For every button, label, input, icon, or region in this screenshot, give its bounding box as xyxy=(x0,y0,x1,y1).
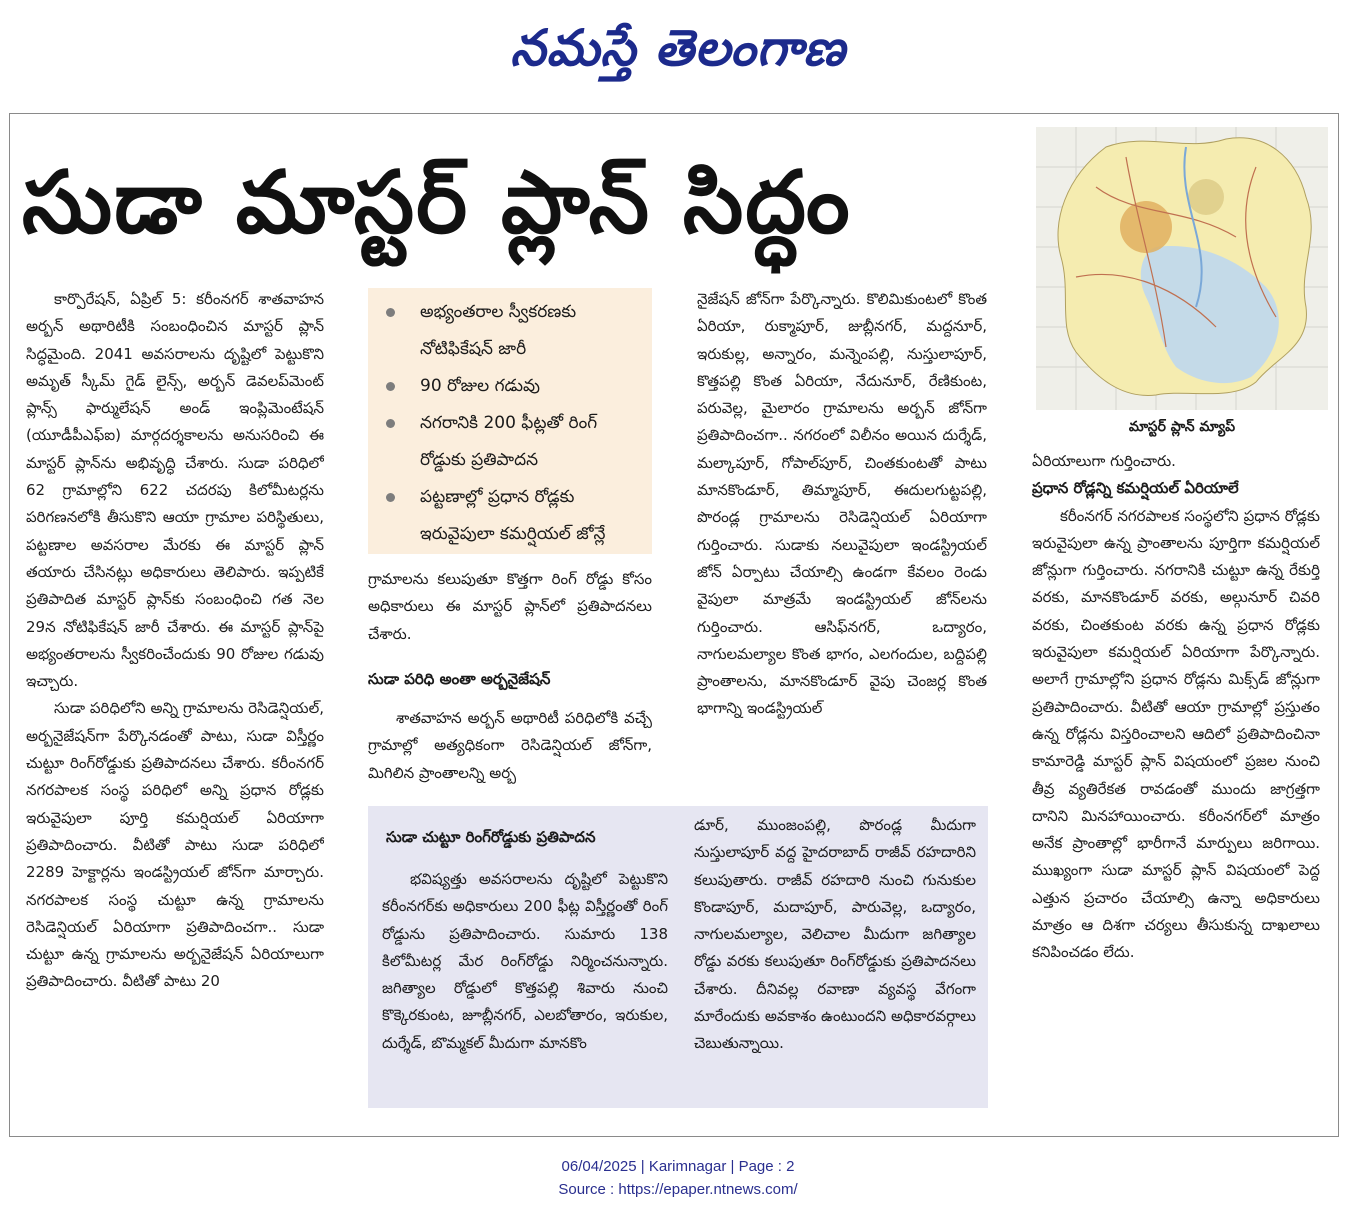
paragraph: శాతవాహన అర్బన్ అథారిటీ పరిధిలోకి వచ్చే గ్రామాల్లో అత్యధికంగా రెసిడెన్షియల్ జోన్‌గా, మిగిలిన ప్రాంతాలన్ని అర్బ xyxy=(368,709,652,782)
newspaper-masthead: నమస్తే తెలంగాణ xyxy=(510,18,846,77)
article-column-1 xyxy=(26,286,324,1121)
article-column-4 xyxy=(1032,448,1320,1128)
bullet-icon xyxy=(386,382,395,391)
paragraph: సుడా పరిధిలోని అన్ని గ్రామాలను రెసిడెన్షియల్, అర్బనైజేషన్‌గా పేర్కొనడంతో పాటు, సుడా విస్తీర్ణం చుట్టూ రింగ్‌రోడ్డుకు ప్రతిపాదనలు చేశారు. కరీంనగర్ నగరపాలక సంస్థ పరిధిలో అన్ని ప్రధాన రోడ్లకు ఇరువైపులా పూర్తి కమర్షియల్ ఏరియాగా ప్రతిపాదించారు. వీటితో పాటు సుడా పరిధిలో 2289 హెక్టార్లను ఇండస్ట్రియల్ జోన్‌గా మార్చారు. నగరపాలక సంస్థ చుట్టూ ఉన్న గ్రామాలను రెసిడెన్షియల్ ఏరియాగా ప్రతిపాదించగా.. సుడా చుట్టూ ఉన్న గ్రామాలను అర్బనైజేషన్ ఏరియాలుగా ప్రతిపాదించారు. వీటితో పాటు 20 xyxy=(26,699,324,991)
paragraph: కరీంనగర్ నగరపాలక సంస్థలోని ప్రధాన రోడ్లకు ఇరువైపులా ఉన్న ప్రాంతాలను పూర్తిగా కమర్షియల్ జోన్లుగా గుర్తించారు. నగరానికి చుట్టూ ఉన్న రేకుర్తి వరకు, మానకొండూర్ వరకు, అల్గునూర్ చివరి వరకు, చింతకుంట వరకు ఉన్న ప్రధాన రోడ్లకు ఇరువైపులా కమర్షియల్ ఏరియాగా పేర్కొన్నారు. అలాగే గ్రామాల్లోని ప్రధాన రోడ్లను మిక్స్‌డ్ జోన్లుగా ప్రతిపాదించారు. వీటితో ఆయా గ్రామాల్లో ప్రస్తుతం ఉన్న రోడ్లను విస్తరించాలని ఆదిలో ప్రతిపాదించినా కామారెడ్డి మాస్టర్ ప్లాన్ విషయంలో ప్రజల నుంచి తీవ్ర వ్యతిరేకత రావడంతో ముందు జాగ్రత్తగా దానిని మినహాయించారు. కరీంనగర్‌లో మాత్రం అనేక ప్రాంతాల్లో భారీగానే మార్పులు జరిగాయి. ముఖ్యంగా సుడా మాస్టర్ ప్లాన్ విషయంలో పెద్ద ఎత్తున ప్రచారం చేయాల్సి ఉన్నా అధికారులు మాత్రం ఆ దిశగా చర్యలు తీసుకున్న దాఖలాలు కనిపించడం లేదు. xyxy=(1032,506,1320,962)
paragraph: ఏరియాలుగా గుర్తించారు. xyxy=(1032,452,1176,470)
box-title: సుడా చుట్టూ రింగ్‌రోడ్డుకు ప్రతిపాదన xyxy=(386,828,596,846)
map-graphic xyxy=(1036,127,1328,410)
paragraph: కార్పొరేషన్, ఏప్రిల్ 5: కరీంనగర్ శాతవాహన అర్బన్ అథారిటీకి సంబంధించిన మాస్టర్ ప్లాన్ సిద్ధమైంది. 2041 అవసరాలను దృష్టిలో పెట్టుకొని అమృత్ స్కీమ్ గైడ్ లైన్స్, అర్బన్ డెవలప్‌మెంట్ ప్లాన్స్ ఫార్ములేషన్ అండ్ ఇంప్లిమెంటేషన్ (యూడీపీఎఫ్ఐ) మార్గదర్శకాలను అనుసరించి ఈ మాస్టర్ ప్లాన్‌ను అభివృద్ధి చేశారు. సుడా పరిధిలో 62 గ్రామాల్లోని 622 చదరపు కిలోమీటర్లను పరిగణనలోకి తీసుకొని ఆయా గ్రామాల పరిస్థితులు, పట్టణాల అవసరాల మేరకు ఈ మాస్టర్ ప్లాన్ తయారు చేసినట్లు అధికారులు తెలిపారు. ఇప్పటికే ప్రతిపాదిత మాస్టర్ ప్లాన్‌కు సంబంధించి గత నెల 29న నోటిఫికేషన్ జారీ చేశారు. ఈ మాస్టర్ ప్లాన్‌పై అభ్యంతరాలను స్వీకరించేందుకు 90 రోజుల గడువు ఇచ్చారు. xyxy=(26,290,324,691)
bullet-icon xyxy=(386,419,395,428)
ring-road-box xyxy=(368,806,988,1108)
article-headline: సుడా మాస్టర్ ప్లాన్ సిద్ధం xyxy=(22,153,852,253)
section-subheading: సుడా పరిధి అంతా అర్బనైజేషన్ xyxy=(368,669,551,688)
source-link[interactable]: Source : https://epaper.ntnews.com/ xyxy=(558,1181,798,1198)
highlight-item: అభ్యంతరాల స్వీకరణకు నోటిఫికేషన్ జారీ xyxy=(382,294,644,368)
box-column-2 xyxy=(694,812,976,1058)
bullet-icon xyxy=(386,308,395,317)
article-column-3 xyxy=(697,286,987,786)
paragraph: డూర్, ముంజంపల్లి, పొరండ్ల మీదుగా నుస్తులాపూర్ వద్ద హైదరాబాద్ రాజీవ్ రహదారిని కలుపుతారు. రాజీవ్ రహదారి నుంచి గునుకుల కొండాపూర్, మదాపూర్, పారువెల్ల, ఒద్యారం, నాగులమల్యాల, వెలిచాల మీదుగా జగిత్యాల రోడ్డు వరకు కలుపుతూ రింగ్‌రోడ్డుకు ప్రతిపాదనలు చేశారు. దీనివల్ల రవాణా వ్యవస్థ వేగంగా మారేందుకు అవకాశం ఉంటుందని అధికారవర్గాలు చెబుతున్నాయి. xyxy=(694,816,976,1053)
page-footer xyxy=(0,1155,1356,1201)
highlight-item: పట్టణాల్లో ప్రధాన రోడ్లకు ఇరువైపులా కమర్షియల్ జోన్లే xyxy=(382,479,644,553)
highlight-item: నగరానికి 200 ఫీట్లతో రింగ్ రోడ్డుకు ప్రతిపాదన xyxy=(382,405,644,479)
section-subheading: ప్రధాన రోడ్లన్ని కమర్షియల్ ఏరియాలే xyxy=(1032,479,1239,498)
box-column-1 xyxy=(382,866,668,1057)
paragraph: గ్రామాలను కలుపుతూ కొత్తగా రింగ్ రోడ్డు కోసం అధికారులు ఈ మాస్టర్ ప్లాన్‌లో ప్రతిపాదనలు చేశారు. xyxy=(368,570,652,643)
highlights-box xyxy=(368,288,652,554)
paragraph: భవిష్యత్తు అవసరాలను దృష్టిలో పెట్టుకొని కరీంనగర్‌కు అధికారులు 200 ఫీట్ల విస్తీర్ణంతో రింగ్ రోడ్డును ప్రతిపాదించారు. సుమారు 138 కిలోమీటర్ల మేర రింగ్‌రోడ్డు నిర్మించనున్నారు. జగిత్యాల రోడ్డులో కొత్తపల్లి శివారు నుంచి కొక్కెరకుంట, జూబ్లీనగర్, ఎలబోతారం, ఇరుకుల, దుర్శేడ్, బొమ్మకల్ మీదుగా మానకొం xyxy=(382,870,668,1052)
master-plan-map-image xyxy=(1036,127,1328,410)
bullet-icon xyxy=(386,493,395,502)
highlight-item: 90 రోజుల గడువు xyxy=(382,368,644,405)
article-column-2 xyxy=(368,566,652,796)
edition-info: 06/04/2025 | Karimnagar | Page : 2 xyxy=(561,1158,795,1175)
paragraph: నైజేషన్ జోన్‌గా పేర్కొన్నారు. కొలిమికుంటలో కొంత ఏరియా, రుక్మాపూర్, జుబ్లీనగర్, మద్దనూర్, ఇరుకుల్ల, అన్నారం, మన్నెంపల్లి, నుస్తులాపూర్, కొత్తపల్లి కొంత ఏరియా, నేదునూర్, రేణికుంట, పరువెల్ల, మైలారం గ్రామాలను అర్బన్ జోన్‌గా ప్రతిపాదించగా.. నగరంలో విలీనం అయిన దుర్శేడ్, మల్కాపూర్, గోపాల్‌పూర్, చింతకుంటతో పాటు మానకొండూర్, తిమ్మాపూర్, ఈదులగుట్టపల్లి, పొరండ్ల గ్రామాలను రెసిడెన్షియల్ ఏరియాగా గుర్తించారు. సుడాకు నలువైపులా ఇండస్ట్రియల్ జోన్ ఏర్పాటు చేయాల్సి ఉండగా కేవలం రెండు వైపులా మాత్రమే ఇండస్ట్రియల్ జోన్‌లను గుర్తించారు. ఆసిఫ్‌నగర్, ఒద్యారం, నాగులమల్యాల కొంత భాగం, ఎలగందుల, బద్దిపల్లి ప్రాంతాలను, మానకొండూర్ వైపు చెంజర్ల కొంత భాగాన్ని ఇండస్ట్రియల్ xyxy=(697,290,987,718)
map-caption: మాస్టర్ ప్లాన్ మ్యాప్ xyxy=(1128,419,1236,435)
